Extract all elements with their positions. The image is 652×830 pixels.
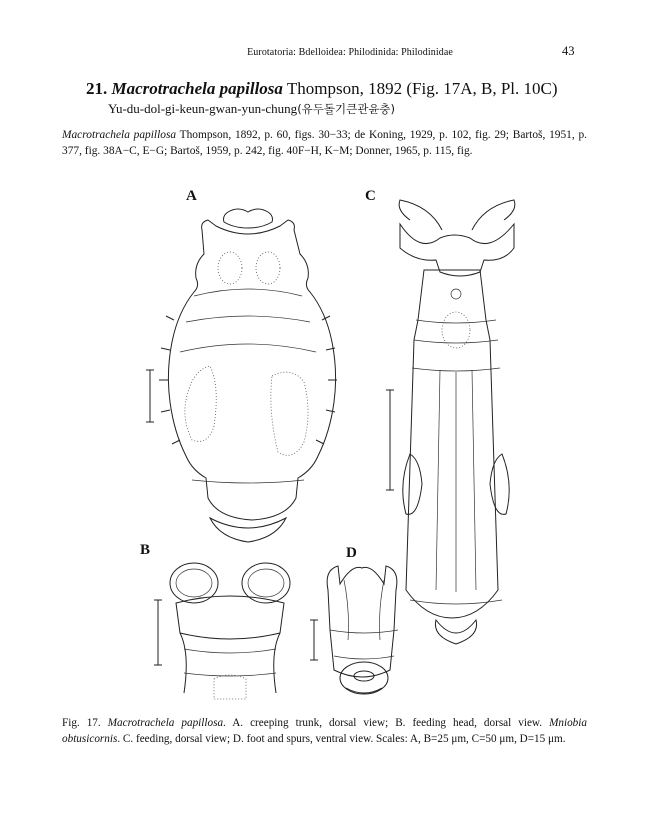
korean-name-line [108,101,395,117]
drawing-d-foot-spurs [300,560,410,710]
figure-reference: (Fig. 17A, B, Pl. 10C) [406,79,558,98]
caption-taxon-1: Macrotrachela papillosa [107,717,224,729]
caption-fig-no: Fig. 17. [62,717,108,729]
synonymy-references: Thompson, 1892, p. 60, figs. 30−33; de Koning, 1929, p. 102, fig. 29; Bartoš, 1951, p. 377, fig. 38A−C, E−G; Bartoš, 1959, p. 242, fig. 40F−H, K−M; Donner, 1965, p. 115, fig. [62,129,588,157]
species-binomial: Macrotrachela papillosa [111,79,283,98]
drawing-a-creeping-trunk [140,200,340,560]
korean-name: (유두돌기큰관윤충) [297,102,396,116]
figure-17 [120,180,540,710]
panel-label-d: D [346,545,357,561]
running-head: Eurotatoria: Bdelloidea: Philodinida: Philodinidae [247,47,453,58]
caption-text-2: . C. feeding, dorsal view; D. foot and spurs, ventral view. Scales: A, B=25 μm, C=50 μm, D=15 μm. [117,732,566,745]
figure-caption [62,716,587,747]
caption-taxon-2: Mniobia obtusicornis [62,717,587,745]
synonymy-paragraph [62,128,587,159]
panel-label-a: A [186,188,197,204]
synonymy-taxon: Macrotrachela papillosa [62,129,177,141]
caption-text-1: . A. creeping trunk, dorsal view; B. feeding head, dorsal view. [223,717,550,729]
species-heading [86,79,558,99]
species-number: 21. [86,79,108,98]
korean-romanized: Yu-du-dol-gi-keun-gwan-yun-chung [108,101,298,116]
panel-label-c: C [365,188,376,204]
panel-label-b: B [140,542,151,558]
species-authority: Thompson, 1892 [286,79,403,98]
page-number: 43 [562,44,575,58]
